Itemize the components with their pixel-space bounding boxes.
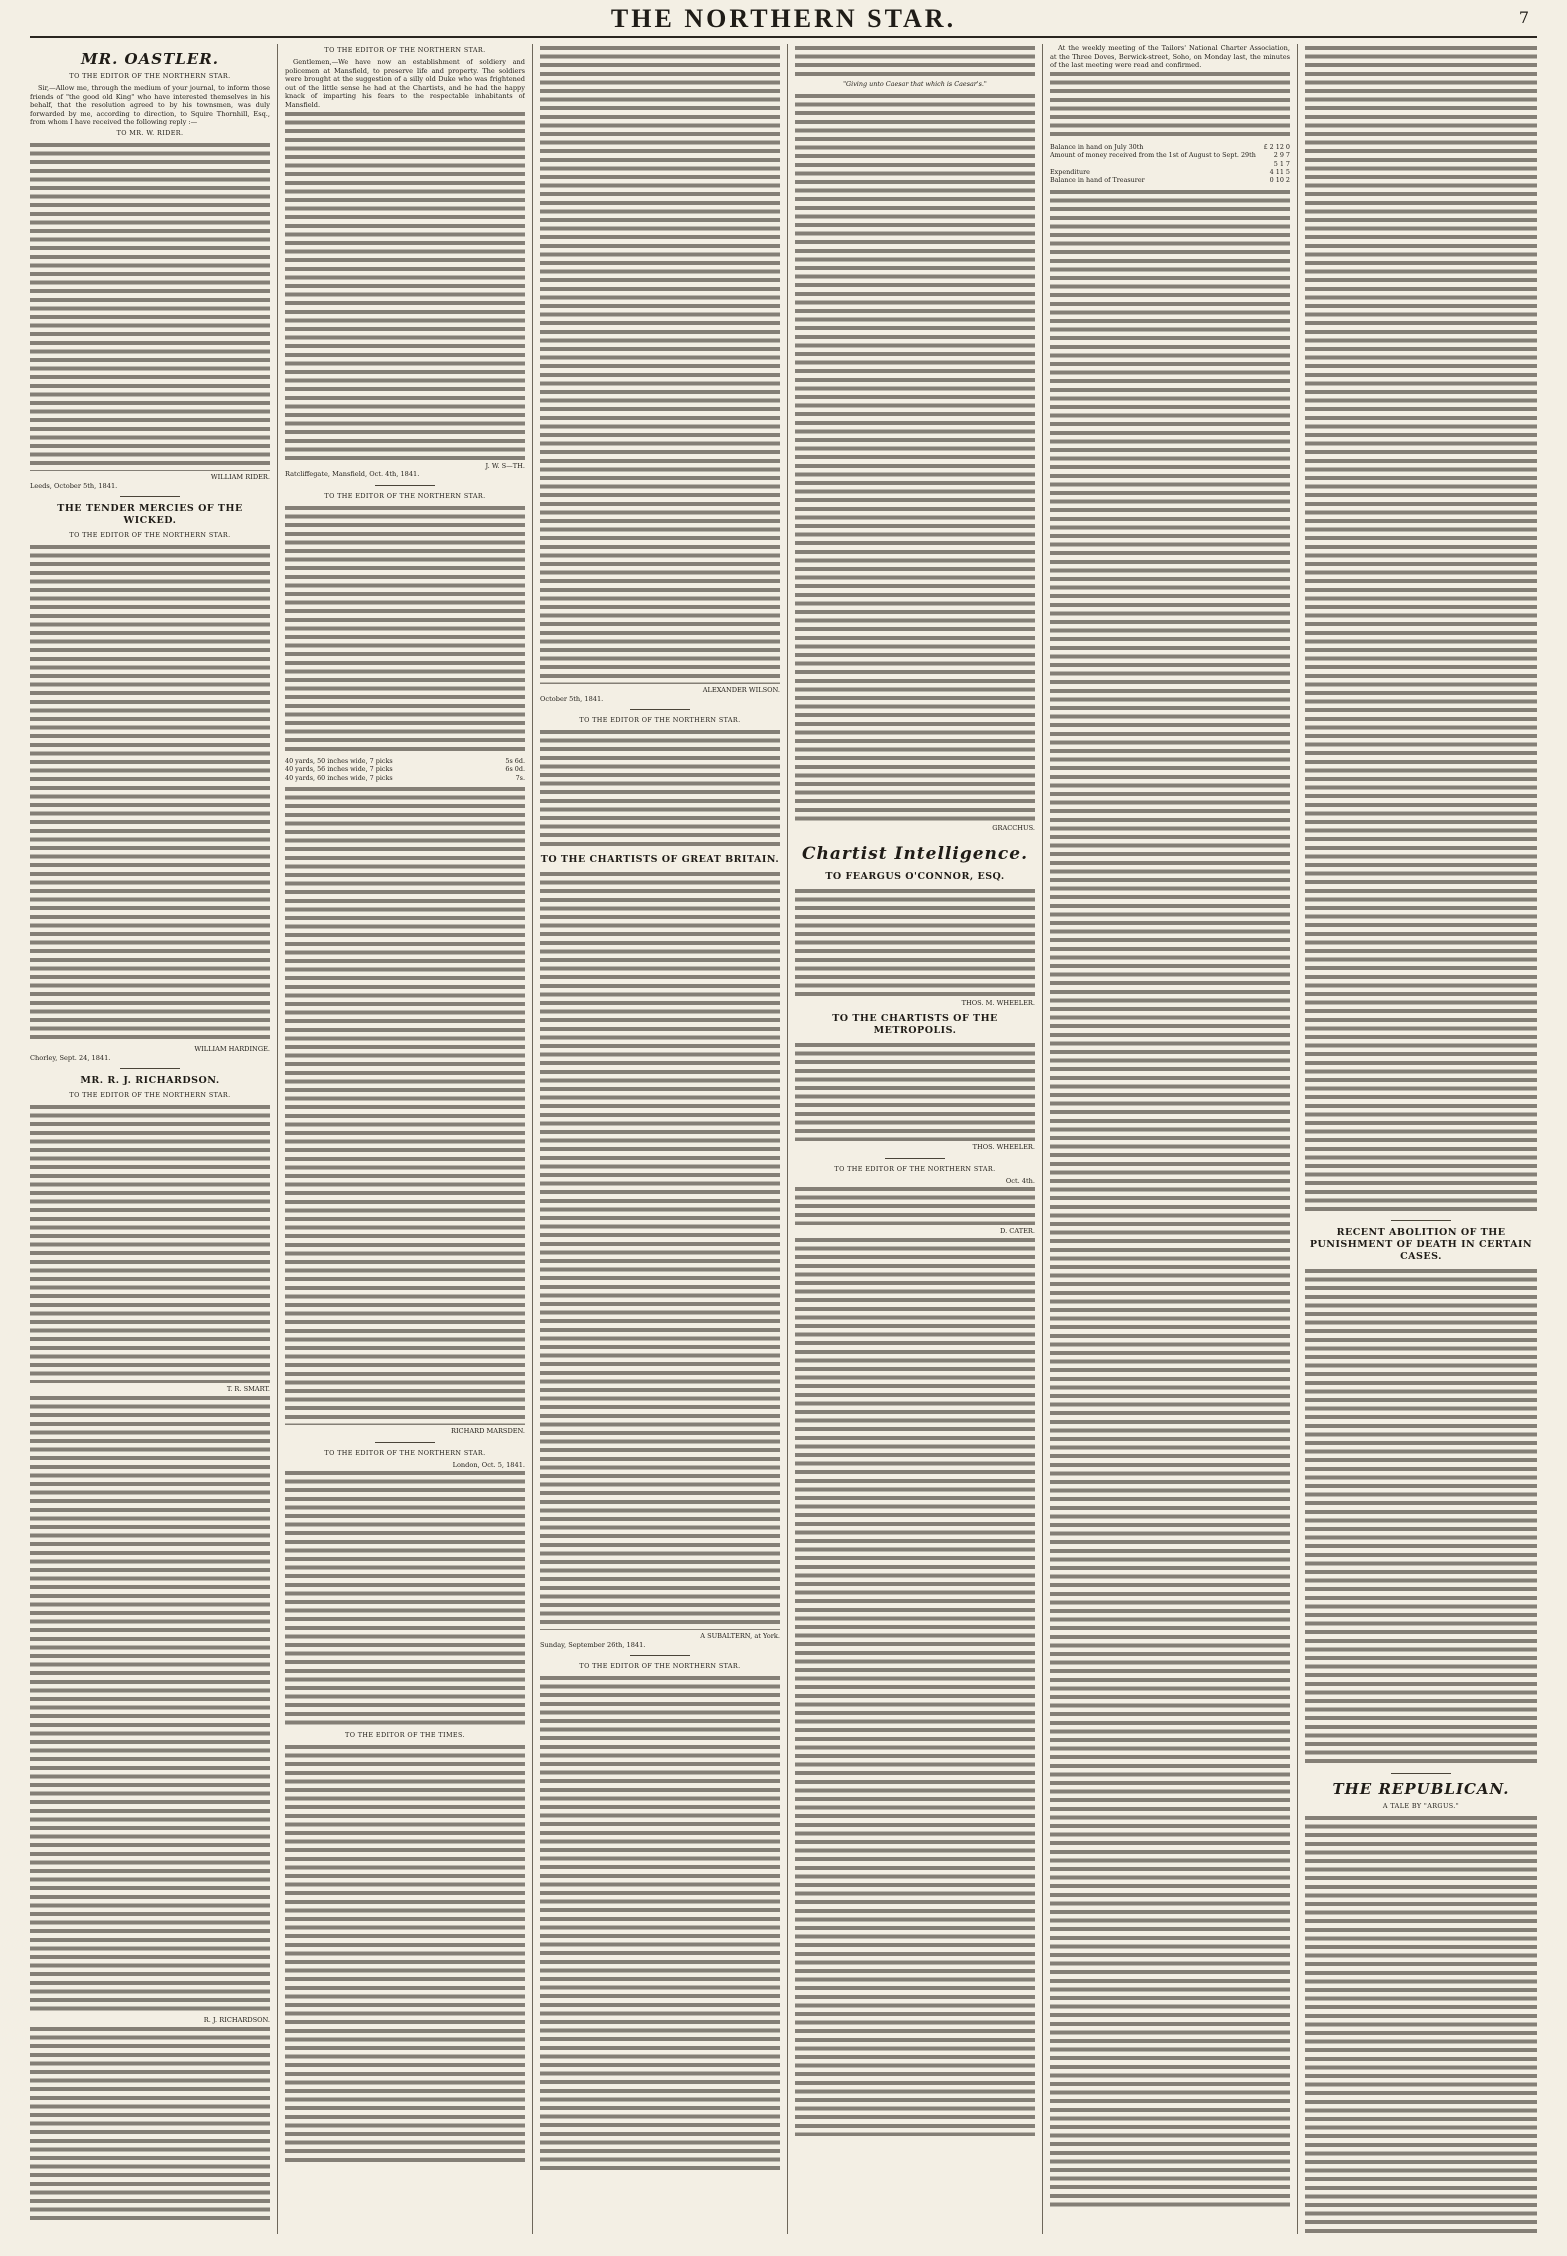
body-text-block [1050,188,1290,2208]
headline-punishment-of-death: RECENT ABOLITION OF THE PUNISHMENT OF DEATH IN CERTAIN CASES. [1309,1227,1533,1262]
headline-chartists-great-britain: TO THE CHARTISTS OF GREAT BRITAIN. [540,854,780,866]
body-text-block [285,504,525,754]
headline-to-feargus: TO FEARGUS O'CONNOR, ESQ. [825,870,1005,882]
letter-address: TO THE EDITOR OF THE NORTHERN STAR. [324,1448,486,1457]
letter-paragraph: Gentlemen,—We have now an establishment of soldiery and policemen at Mansfield, to preserve life and property. The soldiers were brought at the suggestion of a silly old Duke who was frightened out of the little sense he had at the Chartists, and he had the happy knack of imparting his fears to the respectable inhabitants of Mansfield. [285,58,525,109]
body-text-block [795,1041,1035,1141]
letter-paragraph: Sir,—Allow me, through the medium of your journal, to inform those friends of "the good old King" who have interested themselves in his behalf, that the resolution agreed to by his townsmen, was duly forwarded by me, according to direction, to Squire Thornhill, Esq., from whom I have received the following reply :— [30,84,270,127]
body-text-block [285,1743,525,2163]
headline-metropolis: TO THE CHARTISTS OF THE METROPOLIS. [832,1013,998,1037]
column-2 [285,44,525,2234]
headline-mr-oastler: MR. OASTLER. [81,50,219,68]
headline-richardson: MR. R. J. RICHARDSON. [80,1075,220,1087]
dateline: Sunday, September 26th, 1841. [540,1640,646,1649]
masthead [0,0,1567,40]
column-rule [787,44,788,2234]
body-text-block [285,110,525,460]
body-text-block [30,1103,270,1383]
body-text-block [795,92,1035,822]
masthead-rule [30,36,1537,38]
body-text-block [795,887,1035,997]
body-text-block [1305,1267,1537,1767]
body-text-block [30,2025,270,2225]
separator-rule [885,1158,945,1159]
dateline: October 5th, 1841. [540,694,604,703]
signature: ALEXANDER WILSON. [702,686,780,694]
letter-address: TO THE EDITOR OF THE NORTHERN STAR. [69,1091,231,1100]
separator-rule [1391,1220,1451,1221]
body-text-block [540,728,780,848]
signature: T. R. SMART. [226,1385,270,1394]
column-1 [30,44,270,2234]
signature: THOS. M. WHEELER. [961,998,1035,1007]
letter-address: TO THE EDITOR OF THE NORTHERN STAR. [324,491,486,500]
body-text-block [795,44,1035,78]
ledger-row: Amount of money received from the 1st of August to Sept. 29th 2 9 7 [1050,151,1290,160]
letter-address: TO MR. W. RIDER. [116,128,184,137]
body-text-block [1305,1814,1537,2234]
letter-address: TO THE EDITOR OF THE NORTHERN STAR. [579,716,741,725]
column-5 [1050,44,1290,2234]
body-text-block [795,1185,1035,1225]
dateline: Oct. 4th. [1005,1176,1035,1185]
signature: A SUBALTERN, at York. [700,1632,780,1641]
signature: THOS. WHEELER. [972,1143,1035,1152]
signature: R. J. RICHARDSON. [203,2015,270,2024]
wage-row: 40 yards, 60 inches wide, 7 picks 7s. [285,773,525,782]
signature: RICHARD MARSDEN. [450,1426,525,1435]
body-text-block [1050,70,1290,140]
letter-address: TO THE EDITOR OF THE TIMES. [345,1731,465,1740]
wage-table [285,757,525,782]
body-text-block [540,44,780,684]
accounts-table [1050,143,1290,185]
body-text-block [285,785,525,1425]
body-text-block [30,1394,270,2014]
separator-rule [375,1442,435,1443]
column-6 [1305,44,1537,2234]
signature: J. W. S—TH. [485,461,525,470]
ledger-row: Balance in hand on July 30th £ 2 12 0 [1050,142,1290,151]
dateline: Chorley, Sept. 24, 1841. [30,1053,111,1062]
signature: WILLIAM HARDINGE. [194,1045,270,1054]
headline-tender-mercies: THE TENDER MERCIES OF THE WICKED. [57,503,243,527]
separator-rule [630,709,690,710]
separator-rule [1391,1773,1451,1774]
wage-row: 40 yards, 50 inches wide, 7 picks 5s 6d. [285,756,525,765]
column-rule [277,44,278,2234]
quotation-line: "Giving unto Caesar that which is Caesar's." [843,80,987,88]
signature: WILLIAM RIDER. [210,472,270,481]
letter-address: TO THE EDITOR OF THE NORTHERN STAR. [69,72,231,80]
body-text-block [540,870,780,1630]
signature: D. CATER. [1000,1227,1035,1236]
column-4 [795,44,1035,2234]
letter-address: TO THE EDITOR OF THE NORTHERN STAR. [579,1662,741,1671]
tale-byline: A TALE BY "ARGUS." [1382,1802,1460,1810]
body-text-block [285,1469,525,1729]
newspaper-title: THE NORTHERN STAR. [610,4,957,33]
section-title-chartist-intelligence: Chartist Intelligence. [801,843,1029,864]
letter-address: TO THE EDITOR OF THE NORTHERN STAR. [69,531,231,540]
column-rule [1297,44,1298,2234]
body-text-block [540,1674,780,2174]
body-text-block [795,1236,1035,2136]
dateline: Leeds, October 5th, 1841. [30,481,118,490]
dateline: London, Oct. 5, 1841. [452,1460,525,1469]
body-text-block [30,543,270,1043]
column-rule [532,44,533,2234]
wage-row: 40 yards, 56 inches wide, 7 picks 6s 0d. [285,765,525,774]
column-rule [1042,44,1043,2234]
body-text-block [1305,44,1537,1214]
letter-address: TO THE EDITOR OF THE NORTHERN STAR. [834,1164,996,1173]
page-number: 7 [1518,8,1529,27]
headline-the-republican: THE REPUBLICAN. [1332,1780,1510,1798]
letter-address: TO THE EDITOR OF THE NORTHERN STAR. [324,46,486,54]
ledger-row: Expenditure 4 11 5 [1050,168,1290,176]
body-text-block [30,141,270,471]
separator-rule [120,1068,180,1069]
dateline: Ratcliffegate, Mansfield, Oct. 4th, 1841. [285,470,420,479]
separator-rule [375,485,435,486]
signature: GRACCHUS. [992,824,1035,832]
separator-rule [120,496,180,497]
ledger-row: Balance in hand of Treasurer 0 10 2 [1050,176,1290,185]
separator-rule [630,1655,690,1656]
meeting-report-paragraph: At the weekly meeting of the Tailors' National Charter Association, at the Three Doves, Berwick-street, Soho, on Monday last, the minutes of the last meeting were read and confirmed. [1050,44,1290,70]
ledger-row: 5 1 7 [1273,159,1290,168]
column-3 [540,44,780,2234]
